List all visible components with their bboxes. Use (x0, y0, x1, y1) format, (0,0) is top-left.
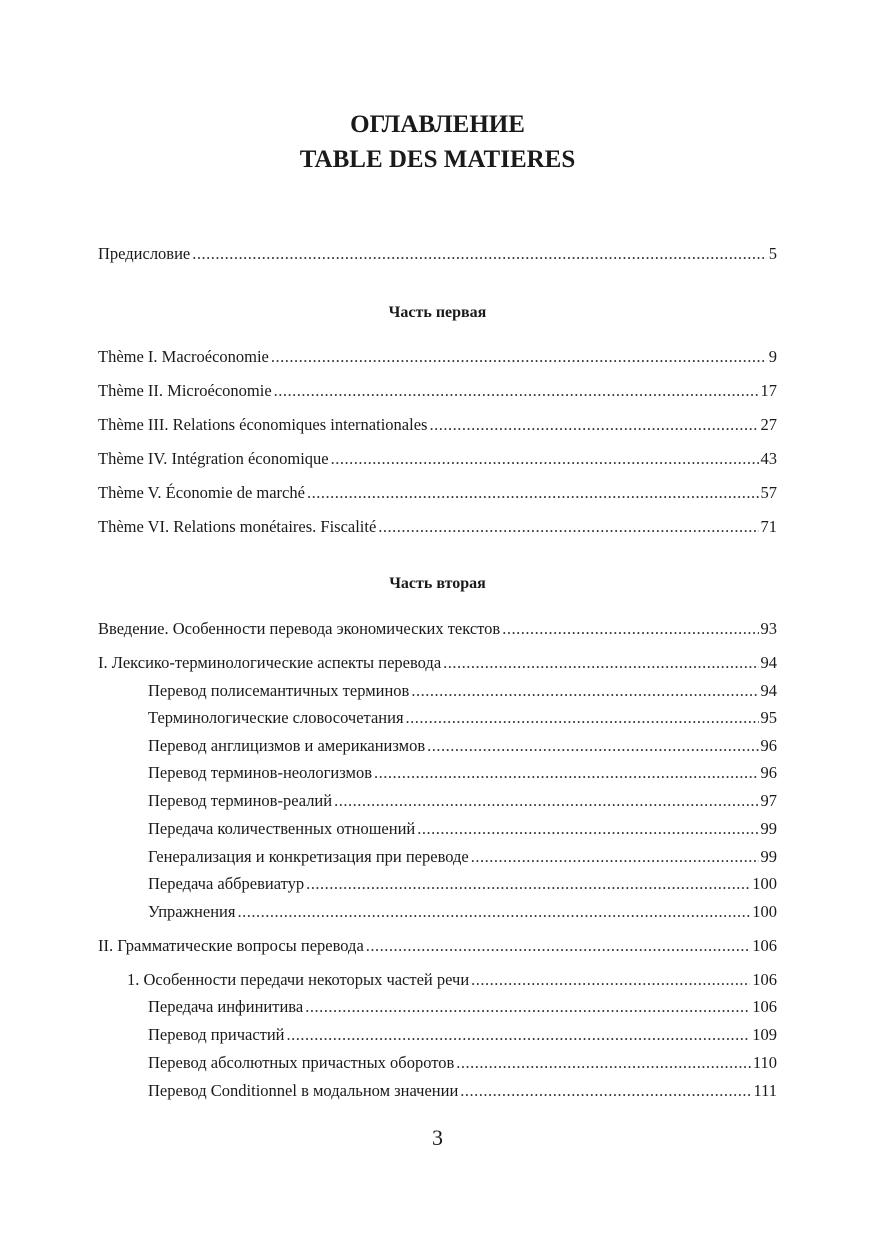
dot-leader (307, 482, 759, 504)
dot-leader (471, 846, 759, 868)
toc-entry-page: 71 (760, 517, 777, 536)
toc-entry-page: 17 (760, 381, 777, 400)
toc-entry[interactable] (98, 380, 777, 402)
toc-entry[interactable] (148, 735, 777, 757)
toc-entry-title: Thème VI. Relations monétaires. Fiscalité (98, 517, 377, 536)
toc-entry-page: 93 (760, 619, 777, 638)
dot-leader (443, 652, 758, 674)
dot-leader (456, 1052, 751, 1074)
toc-entry-title: 1. Особенности передачи некоторых частей речи (127, 970, 470, 989)
toc-entry-page: 111 (753, 1081, 777, 1100)
toc-entry-page: 106 (752, 970, 777, 989)
dot-leader (460, 1080, 751, 1102)
toc-entry-page: 5 (768, 244, 777, 263)
toc-entry-title: Предисловие (98, 244, 191, 263)
toc-entry[interactable] (98, 618, 777, 640)
dot-leader (192, 243, 767, 265)
dot-leader (274, 380, 759, 402)
toc-entry[interactable] (98, 448, 777, 470)
dot-leader (406, 707, 759, 729)
toc-entry[interactable] (148, 846, 777, 868)
toc-entry-page: 109 (752, 1025, 777, 1044)
toc-entry-page: 9 (768, 347, 777, 366)
toc-entry-page: 57 (760, 483, 777, 502)
toc-entry-page: 106 (752, 936, 777, 955)
toc-entry[interactable] (148, 818, 777, 840)
toc-entry-preface[interactable] (98, 243, 777, 265)
toc-entry-page: 94 (760, 653, 777, 672)
toc-entry-title: Thème V. Économie de marché (98, 483, 305, 502)
toc-entry-title: Передача аббревиатур (148, 874, 305, 893)
dot-leader (471, 969, 750, 991)
toc-entry-page: 27 (760, 415, 777, 434)
toc-entry-title: Перевод англицизмов и американизмов (148, 736, 426, 755)
dot-leader (427, 735, 758, 757)
toc-entry-title: Перевод абсолютных причастных оборотов (148, 1053, 455, 1072)
toc-entry-page: 96 (760, 736, 777, 755)
toc-entry[interactable] (148, 707, 777, 729)
toc-entry-page: 100 (752, 902, 777, 921)
toc-entry-title: Thème II. Microéconomie (98, 381, 272, 400)
dot-leader (331, 448, 759, 470)
toc-entry-title: Thème III. Relations économiques internationales (98, 415, 428, 434)
dot-leader (306, 873, 750, 895)
toc-entry-title: Перевод полисемантичных терминов (148, 681, 410, 700)
toc-entry-title: Перевод терминов-реалий (148, 791, 333, 810)
dot-leader (502, 618, 758, 640)
toc-entry-page: 95 (760, 708, 777, 727)
toc-entry-title: I. Лексико-терминологические аспекты перевода (98, 653, 442, 672)
toc-entry-title: Передача количественных отношений (148, 819, 416, 838)
toc-entry-title: Перевод Conditionnel в модальном значении (148, 1081, 459, 1100)
toc-entry-page: 100 (752, 874, 777, 893)
dot-leader (411, 680, 758, 702)
section-heading-part2: Часть вторая (389, 575, 486, 592)
toc-entry[interactable] (98, 346, 777, 368)
toc-entry[interactable] (148, 762, 777, 784)
toc-entry[interactable] (98, 652, 777, 674)
dot-leader (429, 414, 758, 436)
toc-entry[interactable] (98, 935, 777, 957)
page-title-fr: TABLE DES MATIERES (299, 146, 576, 173)
toc-entry[interactable] (98, 482, 777, 504)
dot-leader (237, 901, 750, 923)
toc-entry[interactable] (98, 414, 777, 436)
section-heading-part1: Часть первая (388, 304, 487, 321)
toc-entry-page: 96 (760, 763, 777, 782)
toc-entry[interactable] (98, 516, 777, 538)
toc-entry[interactable] (148, 790, 777, 812)
dot-leader (287, 1024, 751, 1046)
toc-entry[interactable] (148, 1080, 777, 1102)
dot-leader (334, 790, 758, 812)
dot-leader (378, 516, 758, 538)
toc-entry-title: II. Грамматические вопросы перевода (98, 936, 364, 955)
dot-leader (417, 818, 758, 840)
toc-entry[interactable] (127, 969, 777, 991)
toc-entry-title: Упражнения (148, 902, 236, 921)
toc-entry-page: 43 (760, 449, 777, 468)
toc-entry-page: 97 (760, 791, 777, 810)
dot-leader (305, 996, 750, 1018)
page-number: 3 (432, 1125, 443, 1150)
toc-entry-page: 94 (760, 681, 777, 700)
toc-entry-title: Перевод терминов-неологизмов (148, 763, 372, 782)
toc-entry[interactable] (148, 1024, 777, 1046)
toc-entry-title: Передача инфинитива (148, 997, 304, 1016)
toc-entry[interactable] (148, 680, 777, 702)
toc-entry[interactable] (148, 996, 777, 1018)
dot-leader (366, 935, 750, 957)
toc-entry-title: Thème I. Macroéconomie (98, 347, 269, 366)
toc-entry-page: 99 (760, 819, 777, 838)
toc-entry-page: 110 (752, 1053, 777, 1072)
dot-leader (271, 346, 767, 368)
toc-entry-title: Терминологические словосочетания (148, 708, 404, 727)
toc-entry[interactable] (148, 901, 777, 923)
toc-entry-page: 99 (760, 847, 777, 866)
dot-leader (374, 762, 759, 784)
page-title-ru: ОГЛАВЛЕНИЕ (350, 111, 525, 138)
toc-entry[interactable] (148, 873, 777, 895)
toc-entry-title: Генерализация и конкретизация при переводе (148, 847, 469, 866)
toc-entry[interactable] (148, 1052, 777, 1074)
toc-entry-title: Введение. Особенности перевода экономических текстов (98, 619, 501, 638)
toc-entry-title: Thème IV. Intégration économique (98, 449, 329, 468)
toc-entry-page: 106 (752, 997, 777, 1016)
toc-entry-title: Перевод причастий (148, 1025, 285, 1044)
